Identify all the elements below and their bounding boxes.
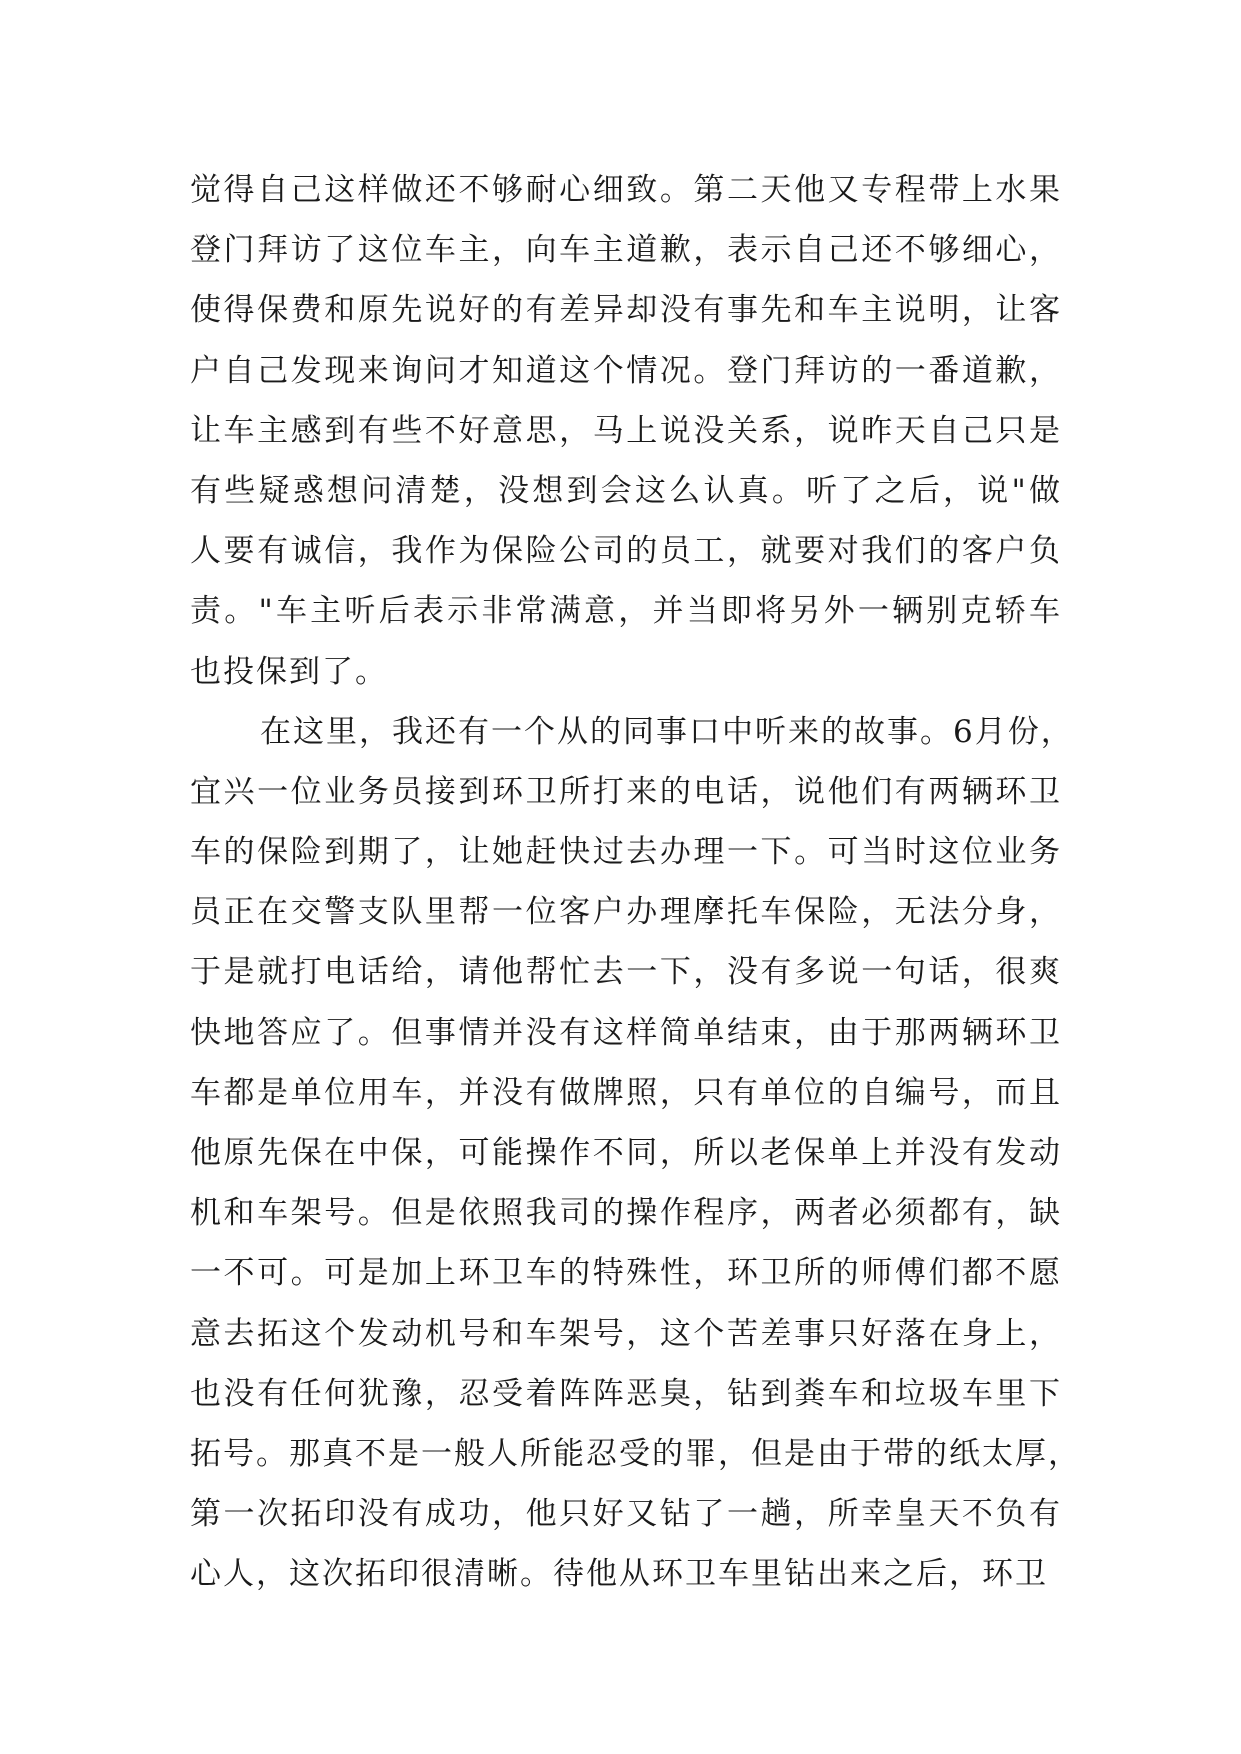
text-line: 车都是单位用车，并没有做牌照，只有单位的自编号，而且 xyxy=(190,1074,1062,1111)
text-line: 宜兴一位业务员接到环卫所打来的电话，说他们有两辆环卫 xyxy=(190,773,1062,810)
text-line: 第一次拓印没有成功，他只好又钻了一趟，所幸皇天不负有 xyxy=(190,1496,1062,1533)
text-line: 意去拓这个发动机号和车架号，这个苦差事只好落在身上， xyxy=(190,1315,1062,1352)
text-line: 也没有任何犹豫，忍受着阵阵恶臭，钻到粪车和垃圾车里下 xyxy=(190,1375,1062,1412)
text-line: 也投保到了。 xyxy=(190,653,388,690)
text-line: 机和车架号。但是依照我司的操作程序，两者必须都有，缺 xyxy=(190,1195,1062,1232)
text-line: 心人，这次拓印很清晰。待他从环卫车里钻出来之后，环卫 xyxy=(190,1556,1048,1593)
text-line: 让车主感到有些不好意思，马上说没关系，说昨天自己只是 xyxy=(190,412,1062,449)
paragraph xyxy=(190,160,1062,702)
text-line: 人要有诚信，我作为保险公司的员工，就要对我们的客户负 xyxy=(190,533,1062,570)
text-line: 觉得自己这样做还不够耐心细致。第二天他又专程带上水果 xyxy=(190,172,1062,208)
text-line: 有些疑惑想问清楚，没想到会这么认真。听了之后，说"做 xyxy=(190,472,1062,509)
text-line: 车的保险到期了，让她赶快过去办理一下。可当时这位业务 xyxy=(190,834,1062,871)
paragraph xyxy=(190,702,1081,1605)
text-line: 于是就打电话给，请他帮忙去一下，没有多说一句话，很爽 xyxy=(190,954,1062,991)
text-line: 快地答应了。但事情并没有这样简单结束，由于那两辆环卫 xyxy=(190,1014,1062,1051)
document-body xyxy=(190,160,1081,1605)
text-line: 户自己发现来询问才知道这个情况。登门拜访的一番道歉， xyxy=(190,352,1062,389)
text-line: 员正在交警支队里帮一位客户办理摩托车保险，无法分身， xyxy=(190,894,1062,931)
text-line: 责。"车主听后表示非常满意，并当即将另外一辆别克轿车 xyxy=(190,593,1062,630)
text-line: 拓号。那真不是一般人所能忍受的罪，但是由于带的纸太厚， xyxy=(190,1435,1081,1472)
text-line: 他原先保在中保，可能操作不同，所以老保单上并没有发动 xyxy=(190,1135,1062,1171)
text-line: 在这里，我还有一个从的同事口中听来的故事。6月份， xyxy=(260,713,1074,750)
text-line: 一不可。可是加上环卫车的特殊性，环卫所的师傅们都不愿 xyxy=(190,1255,1062,1292)
text-line: 使得保费和原先说好的有差异却没有事先和车主说明，让客 xyxy=(190,292,1062,329)
text-line: 登门拜访了这位车主，向车主道歉，表示自己还不够细心， xyxy=(190,232,1062,269)
